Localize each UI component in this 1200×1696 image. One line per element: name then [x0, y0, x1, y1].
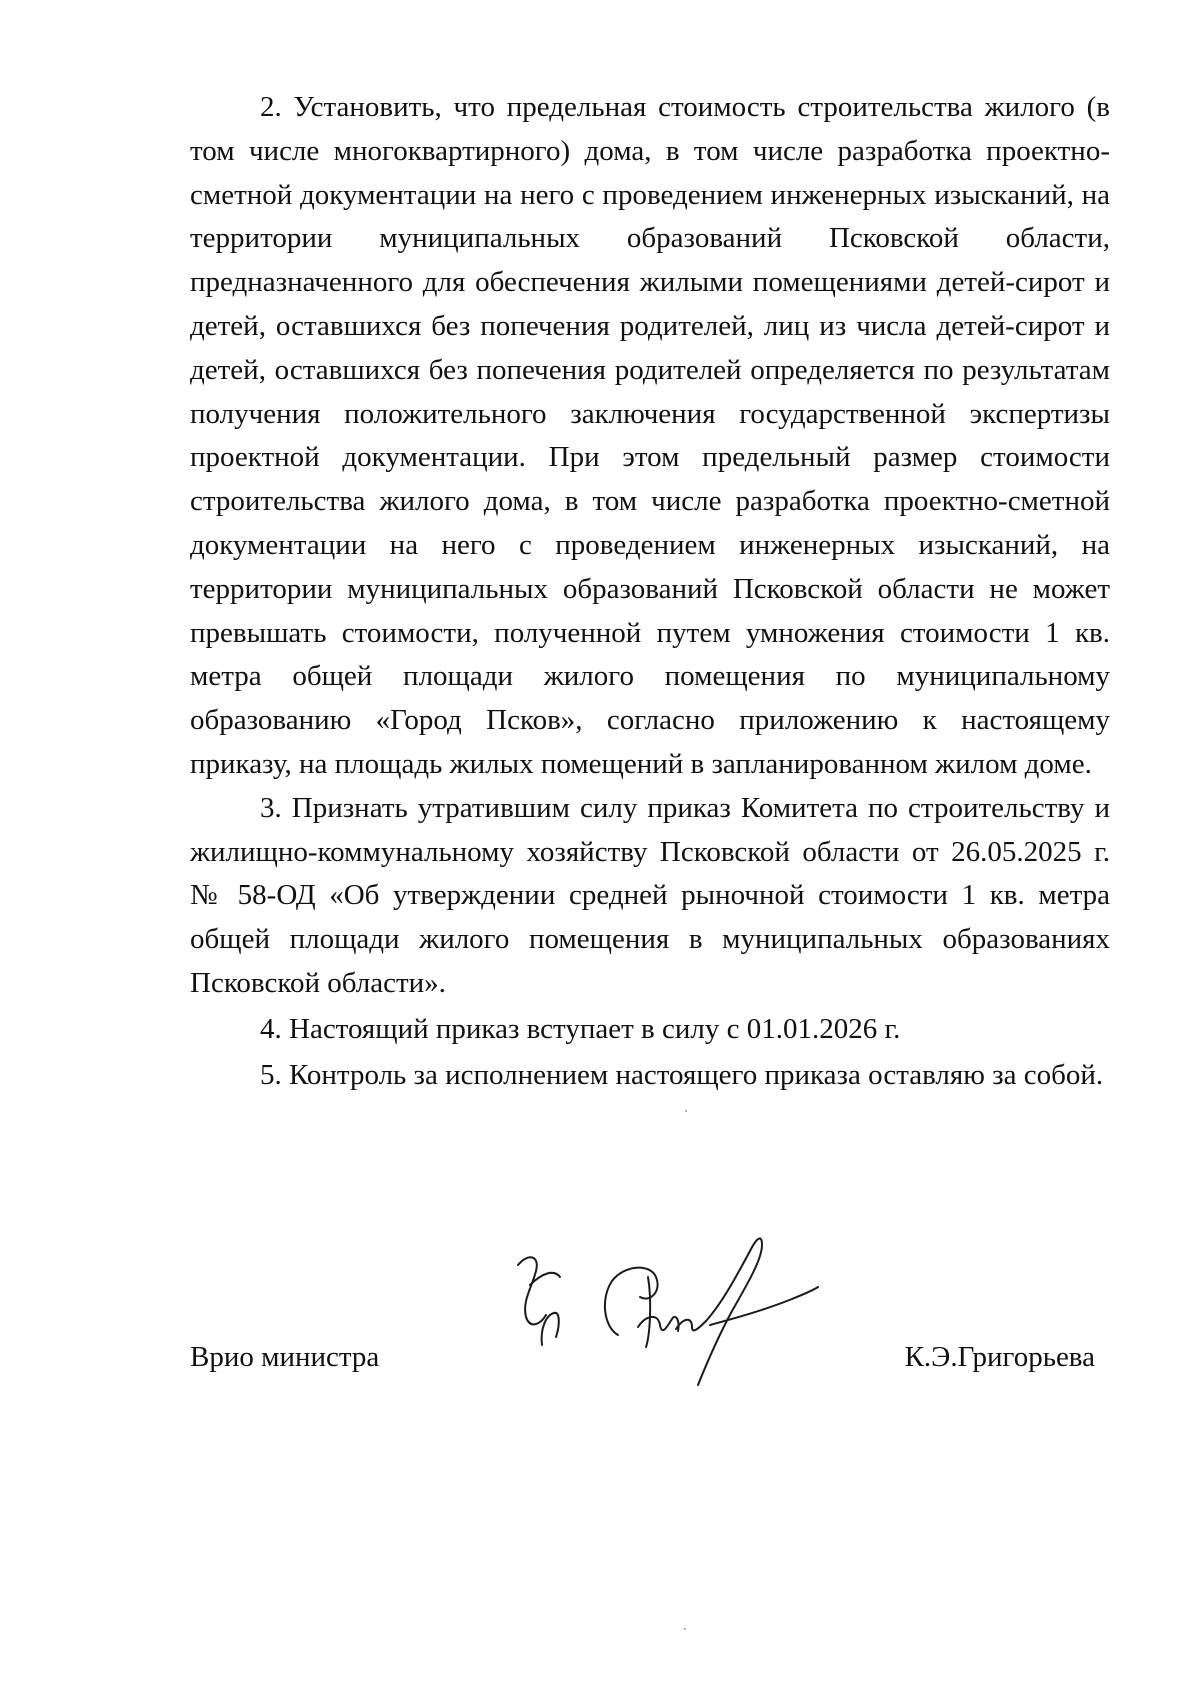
paragraph-2: 2. Установить, что предельная стоимость строительства жилого (в том числе многоквартирного) дома, в том числе разработка проектно-сметной документации на него с проведением инженерных изысканий, на территории муниципальных образований Псковской области, предназначенного для обеспечения жилыми помещениями детей-сирот и детей, оставшихся без попечения родителей, лиц из числа детей-сирот и детей, оставшихся без попечения родителей определяется по результатам получения положительного заключения государственной экспертизы проектной документации. При этом предельный размер стоимости строительства жилого дома, в том числе разработка проектно-сметной документации на него с проведением инженерных изысканий, на территории муниципальных образований Псковской области не может превышать стоимости, полученной путем умножения стоимости 1 кв. метра общей площади жилого помещения по муниципальному образованию «Город Псков», согласно приложению к настоящему приказу, на площадь жилых помещений в запланированном жилом доме.	[190, 91, 1110, 780]
signatory-title: Врио министра	[190, 1341, 380, 1373]
signatory-name: К.Э.Григорьева	[904, 1341, 1095, 1373]
document-body	[190, 86, 1110, 1097]
paragraph-4: 4. Настоящий приказ вступает в силу с 01.01.2026 г.	[260, 1012, 901, 1045]
paragraph-3: 3. Признать утратившим силу приказ Комитета по строительству и жилищно-коммунальному хозяйству Псковской области от 26.05.2025 г. № 58-ОД «Об утверждении средней рыночной стоимости 1 кв. метра общей площади жилого помещения в муниципальных образованиях Псковской области».	[190, 791, 1110, 999]
scan-speck	[684, 1628, 686, 1630]
scan-speck	[685, 1110, 687, 1112]
paragraph-5: 5. Контроль за исполнением настоящего приказа оставляю за собой.	[260, 1058, 1104, 1091]
handwritten-signature	[500, 1225, 850, 1425]
